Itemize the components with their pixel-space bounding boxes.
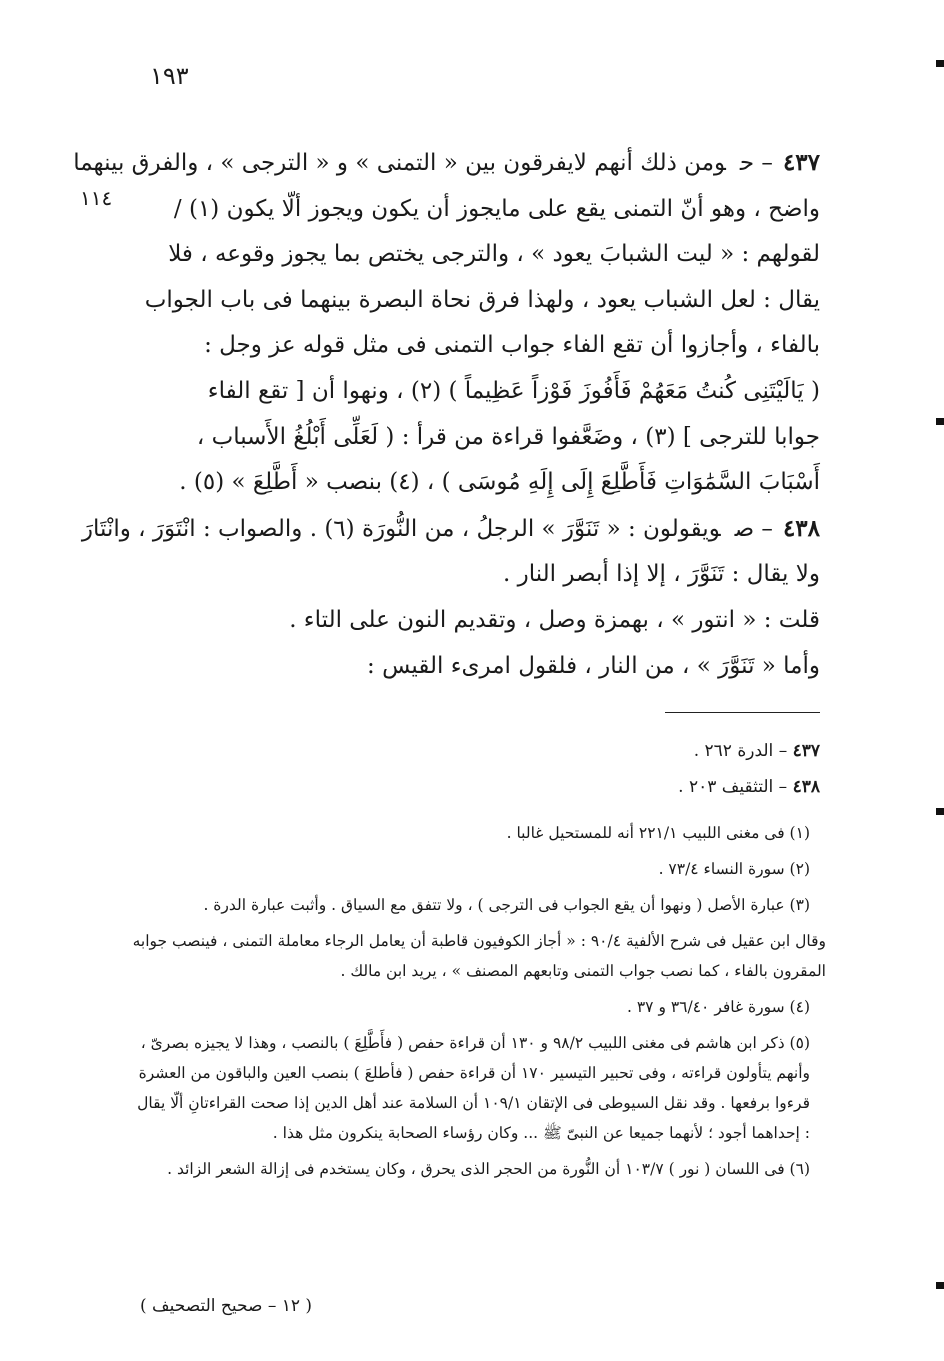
- source-text: – التثقيف ٢٠٣ .: [678, 777, 788, 797]
- footnotes: [130, 818, 826, 1190]
- text-line: ويقولون : « تَنَوَّرَ » الرجلُ ، من النُّورَة (٦) . والصواب : انْتَوَرَ ، وانْتَارَ: [81, 515, 721, 542]
- footnote-6: (٦) فى اللسان ( نور ) ١٠٣/٧ أن النُّورة من الحجر الذى يحرق ، وكان يستخدم فى إزالة الشعر الزائد .: [167, 1160, 810, 1178]
- footnote-3-continued: وقال ابن عقيل فى شرح الألفية ٩٠/٤ : « أجاز الكوفيون قاطبة أن يعامل الرجاء معاملة التمنى ، فينصب جوابه المقرون بالفاء ، كما نصب جواب التمنى وتابعهم المصنف » ، يريد ابن مالك .: [132, 932, 826, 980]
- source-text: – الدرة ٢٦٢ .: [693, 741, 788, 761]
- scan-edge-mark: [936, 808, 944, 815]
- source-references: [400, 733, 820, 805]
- text-line: ومن ذلك أنهم لايفرقون بين « التمنى » و « الترجى » ، والفرق بينهما: [73, 150, 726, 176]
- text-line: ( يَالَيْتَنِى كُنتُ مَعَهُمْ فَأَفُوزَ فَوْزاً عَظِيماً ) (٢) ، ونهوا أن [ تقع الفاء: [207, 377, 820, 404]
- signature-footer: ( ١٢ – صحيح التصحيف ): [140, 1296, 313, 1316]
- entry-tag: – ص: [734, 515, 773, 542]
- entry-number: ٤٣٨: [782, 514, 820, 542]
- text-line: ولا يقال : تَنَوَّرَ ، إلا إذا أبصر النار .: [502, 561, 820, 588]
- scan-edge-mark: [936, 1282, 944, 1289]
- footnote-3: (٣) عبارة الأصل ( ونهوا أن يقع الجواب فى الترجى ) ، ولا تتفق مع السياق . وأثبت عبارة الدرة .: [203, 896, 810, 914]
- text-line: واضح ، وهو أنّ التمنى يقع على مايجوز أن يكون ويجوز ألّا يكون (١) /: [173, 195, 820, 222]
- scan-edge-mark: [936, 418, 944, 425]
- page-number: ١٩٣: [150, 62, 189, 90]
- text-line: قلت : « انتور » ، بهمزة وصل ، وتقديم النون على التاء .: [289, 606, 820, 633]
- source-number: ٤٣٨: [792, 777, 820, 797]
- entry-437-line-1: [73, 140, 820, 187]
- footnote-5: (٥) ذكر ابن هاشم فى مغنى اللبيب ٩٨/٢ و ١٣٠ أن قراءة حفص ( فأَطَّلِعَ ) بالنصب ، وهذا لا يجيزه بصرىّ ، وأنهم يتأولون قراءته ، وفى تحبير التيسير ١٧٠ أن قراءة حفص ( فأطلعَ ) بنصب العين والباقون من العشرة قرءوا برفعها . وقد نقل السيوطى فى الإتقان ١٠٩/١ أن السلامة عند أهل الدين إذا صحت القراءتانِ ألّا يقال : إحداهما أجود ؛ لأنهما جميعا عن النبىّ ﷺ ... وكان رؤساء الصحابة ينكرون مثل هذا .: [137, 1034, 810, 1142]
- entry-438-line-1: [81, 506, 820, 553]
- source-number: ٤٣٧: [792, 741, 820, 761]
- text-line: يقال : لعل الشباب يعود ، ولهذا فرق نحاة البصرة بينهما فى باب الجواب: [144, 286, 820, 313]
- footnote-separator: [665, 712, 820, 713]
- source-item: [400, 769, 820, 805]
- scan-edge-mark: [936, 60, 944, 67]
- text-line: لقولهم : « ليت الشبابَ يعود » ، والترجى يختص بما يجوز وقوعه ، فلا: [168, 241, 820, 268]
- footnote-1: (١) فى مغنى اللبيب ٢٢١/١ أنه للمستحيل غالبا .: [506, 824, 810, 842]
- text-line: بالفاء ، وأجازوا أن تقع الفاء جواب التمنى فى مثل قوله عز وجل :: [204, 332, 820, 359]
- source-item: [400, 733, 820, 769]
- footnote-4: (٤) سورة غافر ٣٦/٤٠ و ٣٧ .: [627, 998, 810, 1016]
- margin-page-note: ١١٤: [80, 186, 113, 210]
- text-line: أَسْبَابَ السَّمَٰوَاتِ فَأَطَّلِعَ إِلَى إِلَهِ مُوسَى ) ، (٤) بنصب « أَطَّلِعَ » (٥) .: [179, 469, 820, 496]
- footnote-2: (٢) سورة النساء ٧٣/٤ .: [658, 860, 810, 878]
- text-line: وأما « تَنَوَّرَ » ، من النار ، فلقول امرىء القيس :: [367, 652, 820, 679]
- entry-number: ٤٣٧: [782, 149, 820, 176]
- text-line: جوابا للترجى ] (٣) ، وضَعَّفوا قراءة من قرأ : ( لَعَلِّى أَبْلُغُ الأَسباب ،: [196, 423, 820, 450]
- entry-tag: – ح: [739, 150, 773, 176]
